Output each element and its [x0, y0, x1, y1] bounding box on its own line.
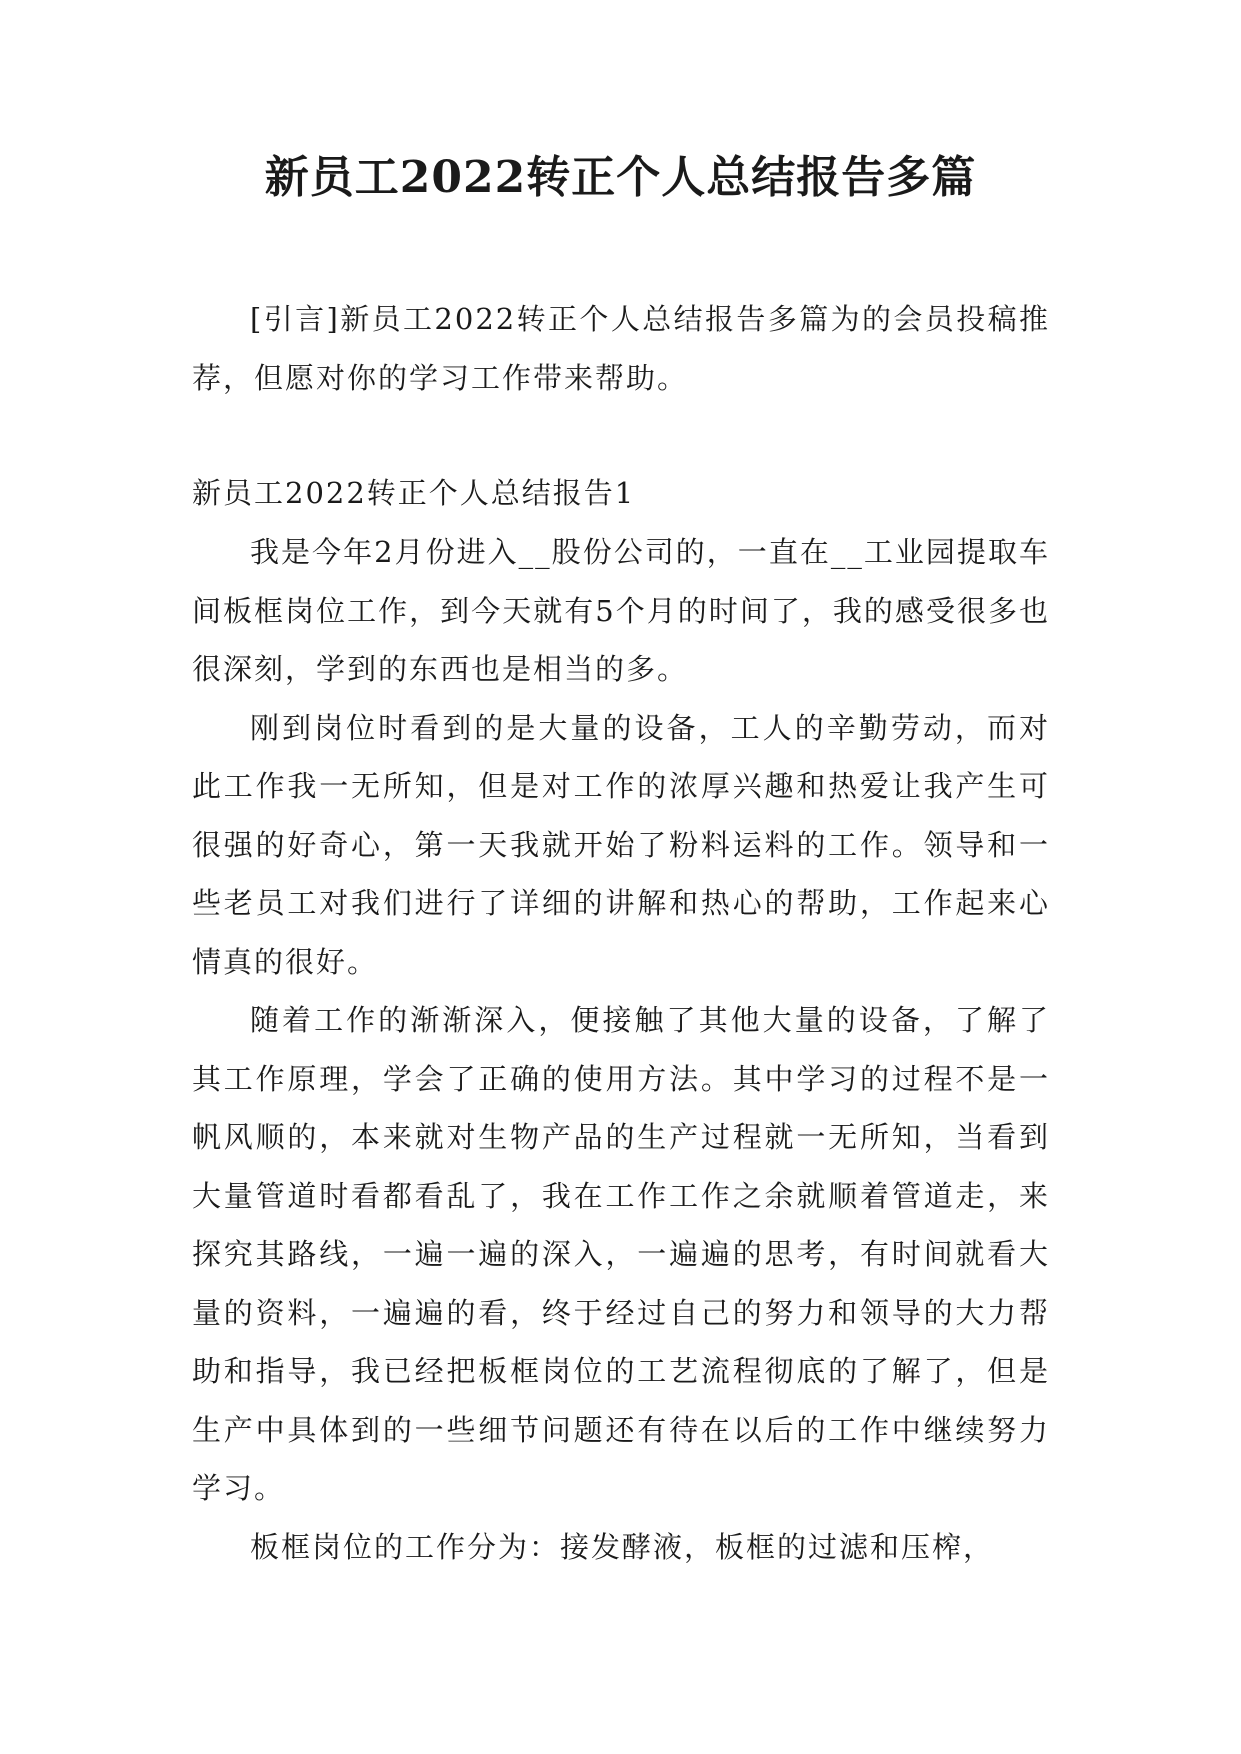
body-paragraph-4: 板框岗位的工作分为：接发酵液，板框的过滤和压榨，: [250, 1529, 995, 1564]
document-title: 新员工2022转正个人总结报告多篇: [264, 152, 977, 203]
body-paragraph-1: 我是今年2月份进入__股份公司的，一直在__工业园提取车间板框岗位工作，到今天就有5个月的时间了，我的感受很多也很深刻，学到的东西也是相当的多。: [192, 535, 1050, 686]
section-body: [192, 523, 1050, 1576]
section-heading: 新员工2022转正个人总结报告1: [192, 476, 636, 510]
intro-paragraph: [引言]新员工2022转正个人总结报告多篇为的会员投稿推荐，但愿对你的学习工作带来帮助。: [192, 302, 1050, 395]
body-paragraph-2: 刚到岗位时看到的是大量的设备，工人的辛勤劳动，而对此工作我一无所知，但是对工作的浓厚兴趣和热爱让我产生可很强的好奇心，第一天我就开始了粉料运料的工作。领导和一些老员工对我们进行了详细的讲解和热心的帮助，工作起来心情真的很好。: [192, 710, 1050, 979]
body-paragraph-3: 随着工作的渐渐深入，便接触了其他大量的设备，了解了其工作原理，学会了正确的使用方法。其中学习的过程不是一帆风顺的，本来就对生物产品的生产过程就一无所知，当看到大量管道时看都看乱了，我在工作工作之余就顺着管道走，来探究其路线，一遍一遍的深入，一遍遍的思考，有时间就看大量的资料，一遍遍的看，终于经过自己的努力和领导的大力帮助和指导，我已经把板框岗位的工艺流程彻底的了解了，但是生产中具体到的一些细节问题还有待在以后的工作中继续努力学习。: [192, 1003, 1050, 1505]
